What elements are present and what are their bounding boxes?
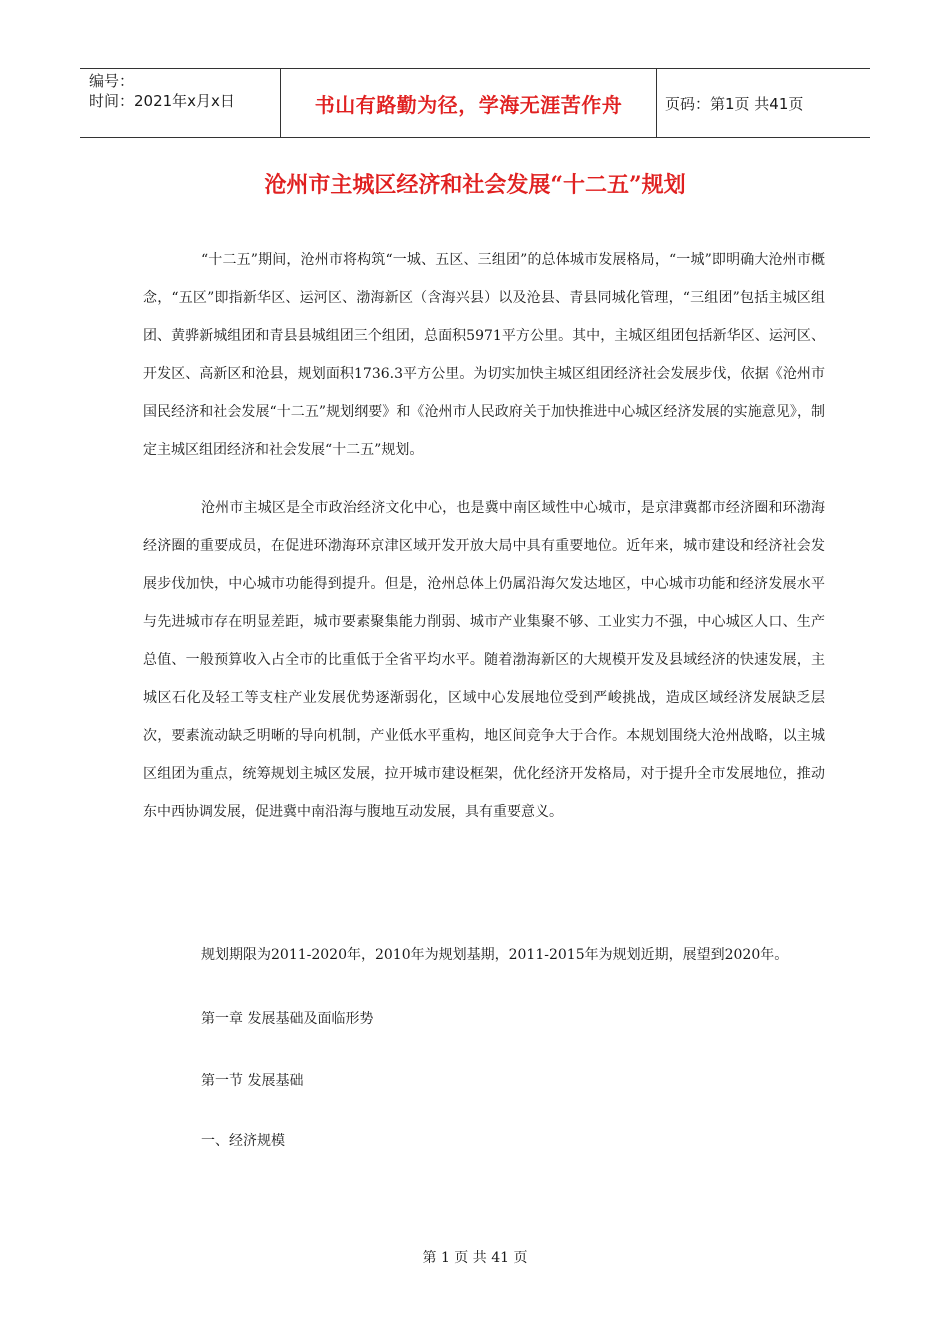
header-motto: 书山有路勤为径，学海无涯苦作舟 (281, 69, 657, 137)
header-page-info: 页码：第1页 共41页 (665, 94, 804, 113)
chapter-heading: 第一章 发展基础及面临形势 (201, 1011, 374, 1027)
page-footer: 第 1 页 共 41 页 (422, 1250, 528, 1266)
paragraph-intro: “十二五”期间，沧州市将构筑“一城、五区、三组团”的总体城市发展格局，“一城”即明确大沧州市概念，“五区”即指新华区、运河区、渤海新区（含海兴县）以及沧县、青县同城化管理，“三组团”包括主城区组团、黄骅新城组团和青县县城组团三个组团，总面积5971平方公里。其中，主城区组团包括新华区、运河区、开发区、高新区和沧县，规划面积1736.3平方公里。为切实加快主城区组团经济社会发展步伐，依据《沧州市国民经济和社会发展“十二五”规划纲要》和《沧州市人民政府关于加快推进中心城区经济发展的实施意见》，制定主城区组团经济和社会发展“十二五”规划。 (143, 252, 825, 458)
planning-period: 规划期限为2011-2020年，2010年为规划基期，2011-2015年为规划近期，展望到2020年。 (201, 947, 789, 963)
header-meta (80, 69, 281, 137)
number-label: 编号： (89, 72, 135, 90)
section-heading: 第一节 发展基础 (201, 1073, 304, 1089)
document-body (143, 241, 825, 831)
time-label: 时间：2021年x月x日 (89, 92, 235, 110)
paragraph-background: 沧州市主城区是全市政治经济文化中心，也是冀中南区域性中心城市，是京津冀都市经济圈和环渤海经济圈的重要成员，在促进环渤海环京津区域开发开放大局中具有重要地位。近年来，城市建设和经济社会发展步伐加快，中心城市功能得到提升。但是，沧州总体上仍属沿海欠发达地区，中心城市功能和经济发展水平与先进城市存在明显差距，城市要素聚集能力削弱、城市产业集聚不够、工业实力不强，中心城区人口、生产总值、一般预算收入占全市的比重低于全省平均水平。随着渤海新区的大规模开发及县域经济的快速发展，主城区石化及轻工等支柱产业发展优势逐渐弱化，区域中心发展地位受到严峻挑战，造成区域经济发展缺乏层次，要素流动缺乏明晰的导向机制，产业低水平重构，地区间竞争大于合作。本规划围绕大沧州战略，以主城区组团为重点，统筹规划主城区发展，拉开城市建设框架，优化经济开发格局，对于提升全市发展地位，推动东中西协调发展，促进冀中南沿海与腹地互动发展，具有重要意义。 (143, 500, 825, 820)
subsection-heading: 一、经济规模 (201, 1133, 285, 1149)
page-header (80, 68, 870, 138)
document-title: 沧州市主城区经济和社会发展“十二五”规划 (264, 172, 686, 198)
